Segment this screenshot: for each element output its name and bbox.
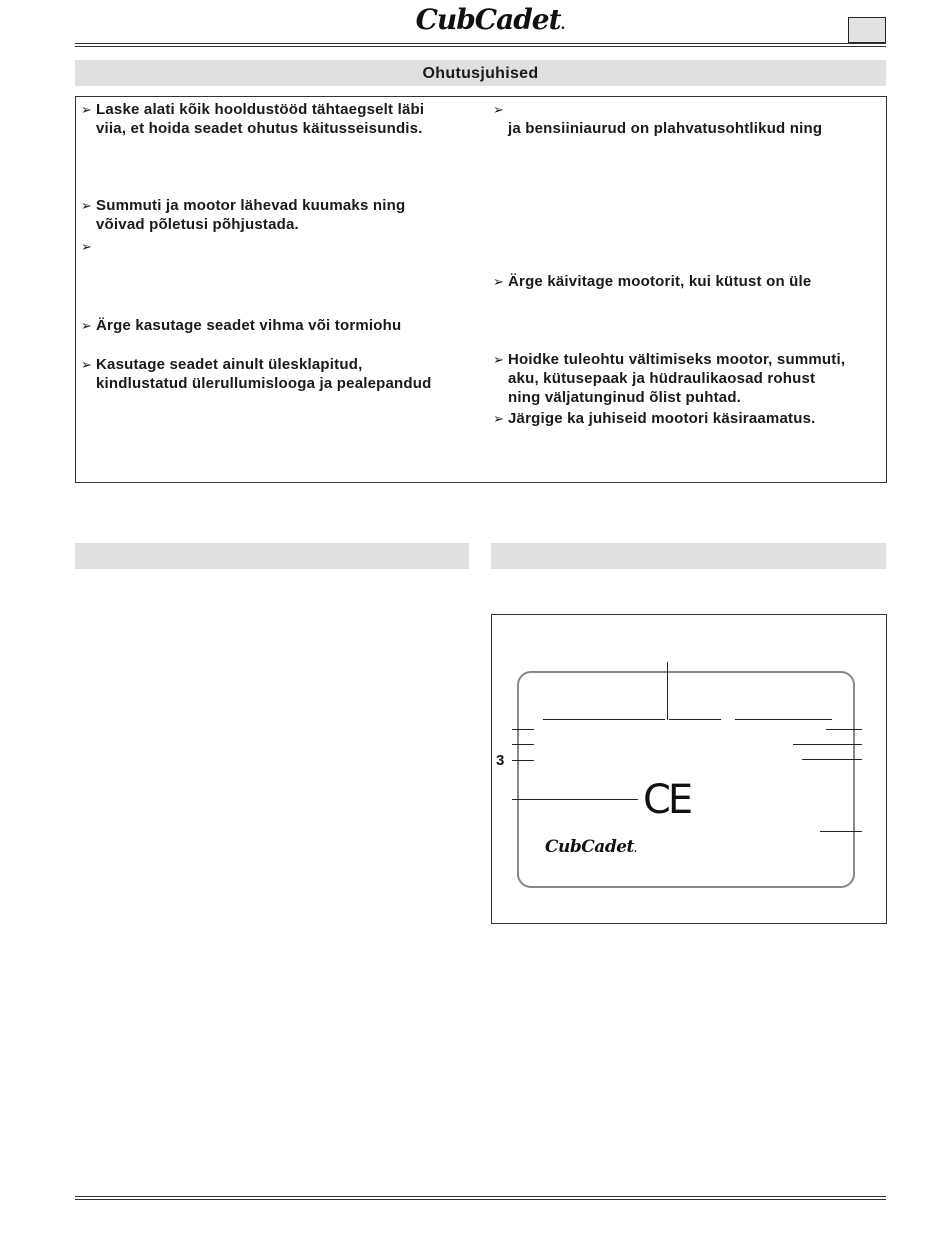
safety-section-title: Ohutusjuhised: [75, 60, 886, 86]
footer-rule-top: [75, 1196, 886, 1197]
plate-cubcadet-logo: [545, 837, 637, 857]
callout-line-right: [802, 759, 862, 760]
safety-item-fuel-vapours: [493, 100, 823, 138]
callout-line-right: [826, 729, 862, 730]
text-line: kindlustatud ülerullumislooga ja pealepandud: [96, 375, 432, 392]
bullet-arrow-icon: ➢: [81, 239, 93, 254]
callout-line-left: [512, 760, 534, 761]
safety-item-hot-muffler: [81, 196, 406, 234]
bullet-arrow-icon: ➢: [493, 274, 505, 289]
right-section-title-bar: [491, 543, 886, 569]
header-rule-top: [75, 43, 886, 44]
left-section-title-bar: [75, 543, 469, 569]
safety-item-rain: [81, 316, 402, 335]
callout-line-right: [793, 744, 862, 745]
callout-number: 3: [496, 752, 505, 769]
safety-item-rollbar: [81, 355, 432, 393]
safety-item-maintenance: [81, 100, 425, 138]
field-line: [543, 719, 665, 720]
text-line: Summuti ja mootor lähevad kuumaks ning: [96, 197, 406, 214]
callout-line-left: [512, 729, 534, 730]
bullet-arrow-icon: ➢: [493, 102, 505, 117]
text-line: Ärge kasutage seadet vihma või tormiohu: [96, 317, 402, 334]
header-rule-bottom: [75, 46, 886, 47]
safety-item-no-start-overfill: [493, 272, 812, 291]
bullet-arrow-icon: ➢: [81, 318, 93, 333]
logo-suffix: .: [560, 17, 565, 33]
bullet-arrow-icon: ➢: [81, 357, 93, 372]
callout-line-ce: [512, 799, 638, 800]
text-line: Ärge käivitage mootorit, kui kütust on üle: [508, 273, 812, 290]
cubcadet-logo: [400, 2, 580, 38]
plate-logo-text: CubCadet: [545, 837, 634, 857]
text-line: Kasutage seadet ainult ülesklapitud,: [96, 356, 363, 373]
text-line: ning väljatunginud õlist puhtad.: [508, 389, 742, 406]
page-number-box: [848, 17, 886, 43]
field-line: [669, 719, 721, 720]
callout-line-vertical: [667, 662, 668, 720]
bullet-arrow-icon: ➢: [81, 102, 93, 117]
safety-item-fire-hazard: [493, 350, 846, 407]
bullet-arrow-icon: ➢: [493, 411, 505, 426]
text-line: Järgige ka juhiseid mootori käsiraamatus.: [508, 410, 816, 427]
logo-text: CubCadet: [415, 3, 561, 36]
plate-logo-suffix: .: [633, 845, 637, 855]
safety-item-engine-manual: [493, 409, 816, 428]
footer-rule-bottom: [75, 1199, 886, 1200]
bullet-arrow-icon: ➢: [493, 352, 505, 367]
ce-mark-icon: CE: [643, 777, 691, 823]
text-line: võivad põletusi põhjustada.: [96, 216, 299, 233]
text-line: Hoidke tuleohtu vältimiseks mootor, summuti,: [508, 351, 846, 368]
field-line: [735, 719, 832, 720]
callout-line-right: [820, 831, 862, 832]
text-line: aku, kütusepaak ja hüdraulikaosad rohust: [508, 370, 816, 387]
text-line: [508, 100, 822, 119]
text-line: Laske alati kõik hooldustööd tähtaegselt läbi: [96, 101, 425, 118]
bullet-arrow-icon: ➢: [81, 198, 93, 213]
text-line: viia, et hoida seadet ohutus käitusseisundis.: [96, 120, 423, 137]
callout-line-left: [512, 744, 534, 745]
text-line: ja bensiiniaurud on plahvatusohtlikud ning: [508, 120, 823, 137]
